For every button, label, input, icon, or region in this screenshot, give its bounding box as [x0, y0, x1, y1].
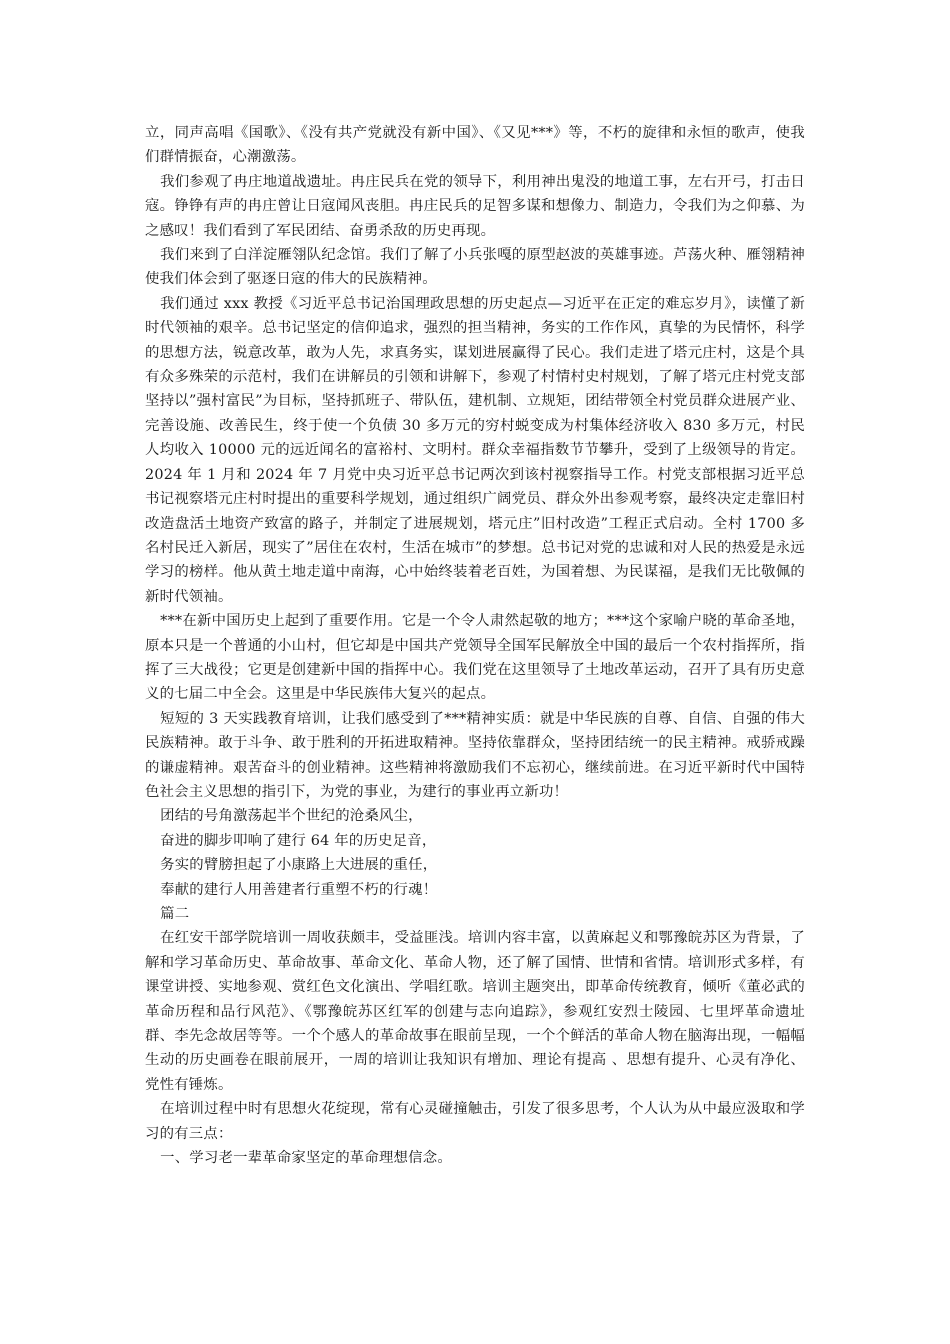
paragraph-9: 一、学习老一辈革命家坚定的革命理想信念。	[160, 1150, 452, 1167]
section-heading: 篇二	[160, 906, 190, 922]
paragraph-7: 在红安干部学院培训一周收获颇丰，受益匪浅。培训内容丰富，以黄麻起义和鄂豫皖苏区为背景，了解和学习革命历史、革命故事、革命文化、革命人物，还了解了国情、世情和省情。培训形式多样，有课堂讲授、实地参观、赏红色文化演出、学唱红歌。培训主题突出，即革命传统教育，倾听《董必武的革命历程和品行风范》、《鄂豫皖苏区红军的创建与志向追踪》，参观红安烈士陵园、七里坪革命遗址群、李先念故居等等。一个个感人的革命故事在眼前呈现，一个个鲜活的革命人物在脑海出现，一幅幅生动的历史画卷在眼前展开，一周的培训让我知识有增加、理论有提高 、思想有提升、心灵有净化、党性有锤炼。	[145, 930, 805, 1093]
poem-line-2: 奋进的脚步叩响了建行 64 年的历史足音，	[160, 832, 437, 849]
paragraph-4: 我们通过 xxx 教授《习近平总书记治国理政思想的历史起点—习近平在正定的难忘岁月》，读懂了新时代领袖的艰辛。总书记坚定的信仰追求，强烈的担当精神，务实的工作作风，真挚的为民情怀，科学的思想方法，锐意改革，敢为人先，求真务实，谋划进展赢得了民心。我们走进了塔元庄村，这是个具有众多殊荣的示范村，我们在讲解员的引领和讲解下，参观了村情村史村规划，了解了塔元庄村党支部坚持以”强村富民”为目标，坚持抓班子、带队伍，建机制、立规矩，团结带领全村党员群众进展产业、完善设施、改善民生，终于使一个负债 30 多万元的穷村蜕变成为村集体经济收入 830 多万元，村民人均收入 10000 元的远近闻名的富裕村、文明村。群众幸福指数节节攀升，受到了上级领导的肯定。2024 年 1 月和 2024 年 7 月党中央习近平总书记两次到该村视察指导工作。村党支部根据习近平总书记视察塔元庄村时提出的重要科学规划，通过组织广阔党员、群众外出参观考察，最终决定走靠旧村改造盘活土地资产致富的路子，并制定了进展规划，塔元庄”旧村改造”工程正式启动。全村 1700 多名村民迁入新居，现实了”居住在农村，生活在城市”的梦想。总书记对党的忠诚和对人民的热爱是永远学习的榜样。他从黄土地走道中南海，心中始终装着老百姓，为国着想、为民谋福，是我们无比敬佩的新时代领袖。	[145, 295, 805, 605]
paragraph-3: 我们来到了白洋淀雁翎队纪念馆。我们了解了小兵张嘎的原型赵波的英雄事迹。芦荡火种、雁翎精神使我们体会到了驱逐日寇的伟大的民族精神。	[145, 247, 805, 288]
document-body	[145, 121, 805, 1170]
paragraph-2: 我们参观了冉庄地道战遗址。冉庄民兵在党的领导下，利用神出鬼没的地道工事，左右开弓，打击日寇。铮铮有声的冉庄曾让日寇闻风丧胆。冉庄民兵的足智多谋和想像力、制造力，令我们为之仰慕、为之感叹！我们看到了军民团结、奋勇杀敌的历史再现。	[145, 173, 805, 239]
poem-line-1: 团结的号角激荡起半个世纪的沧桑风尘，	[160, 808, 423, 825]
paragraph-8: 在培训过程中时有思想火花绽现，常有心灵碰撞触击，引发了很多思考，个人认为从中最应汲取和学习的有三点：	[145, 1101, 805, 1142]
poem-line-4: 奉献的建行人用善建者行重塑不朽的行魂！	[160, 881, 438, 898]
paragraph-1: 立，同声高唱《国歌》、《没有共产党就没有新中国》、《又见***》等，不朽的旋律和永恒的歌声，使我们群情振奋，心潮激荡。	[145, 125, 805, 166]
poem-line-3: 务实的臂膀担起了小康路上大进展的重任，	[160, 857, 438, 874]
paragraph-6: 短短的 3 天实践教育培训，让我们感受到了***精神实质：就是中华民族的自尊、自信、自强的伟大民族精神。敢于斗争、敢于胜利的开拓进取精神。坚持依靠群众，坚持团结统一的民主精神。戒骄戒躁的谦虚精神。艰苦奋斗的创业精神。这些精神将激励我们不忘初心，继续前进。在习近平新时代中国特色社会主义思想的指引下，为党的事业，为建行的事业再立新功！	[145, 710, 805, 800]
paragraph-5: ***在新中国历史上起到了重要作用。它是一个令人肃然起敬的地方；***这个家喻户晓的革命圣地，原本只是一个普通的小山村，但它却是中国共产党领导全国军民解放全中国的最后一个农村指挥所，指挥了三大战役；它更是创建新中国的指挥中心。我们党在这里领导了土地改革运动，召开了具有历史意义的七届二中全会。这里是中华民族伟大复兴的起点。	[145, 613, 805, 703]
